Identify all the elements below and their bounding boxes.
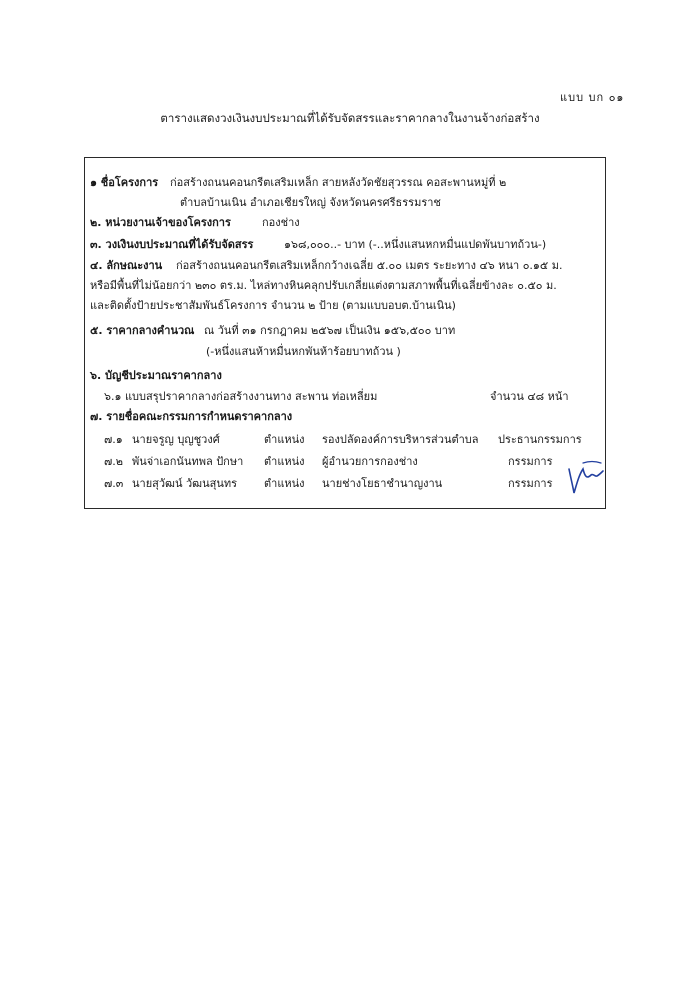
work-line-3: และติดตั้งป้ายประชาสัมพันธ์โครงการ จำนวน ๒ ป้าย (ตามแบบอบต.บ้านเนิน) <box>90 299 456 312</box>
member-name: นายจรูญ บุญชูวงศ์ <box>132 433 220 446</box>
signature-mark <box>565 457 605 497</box>
member-no: ๗.๑ <box>104 433 123 446</box>
member-no: ๗.๓ <box>104 477 124 490</box>
work-label: ๔. ลักษณะงาน <box>90 259 163 272</box>
member-position-label: ตำแหน่ง <box>264 433 305 446</box>
form-code: แบบ บก ๐๑ <box>560 91 625 104</box>
work-line-2: หรือมีพื้นที่ไม่น้อยกว่า ๒๓๐ ตร.ม. ไหล่ทางหินคลุกปรับเกลี่ยแต่งตามสภาพพื้นที่เฉลี่ยข้างละ ๐.๕๐ ม. <box>90 279 557 292</box>
estimate-label: ๖. บัญชีประมาณราคากลาง <box>90 369 222 382</box>
estimate-item: ๖.๑ แบบสรุปราคากลางก่อสร้างงานทาง สะพาน ท่อเหลี่ยม <box>104 390 378 403</box>
member-no: ๗.๒ <box>104 455 124 468</box>
member-position-label: ตำแหน่ง <box>264 477 305 490</box>
project-label: ๑ ชื่อโครงการ <box>90 176 159 189</box>
member-name: นายสุวัฒน์ วัฒนสุนทร <box>132 477 238 490</box>
estimate-pages: จำนวน ๔๘ หน้า <box>490 390 569 403</box>
budget-value: ๑๖๘,๐๐๐..- บาท (-..หนึ่งแสนหกหมื่นแปดพันบาทถ้วน-) <box>284 238 547 251</box>
budget-label: ๓. วงเงินงบประมาณที่ได้รับจัดสรร <box>90 238 254 251</box>
project-name: ก่อสร้างถนนคอนกรีตเสริมเหล็ก สายหลังวัดชัยสุวรรณ คอสะพานหมู่ที่ ๒ <box>170 176 507 189</box>
project-location: ตำบลบ้านเนิน อำเภอเชียรใหญ่ จังหวัดนครศรีธรรมราช <box>180 196 441 209</box>
member-name: พันจ่าเอกนันทพล ปักษา <box>132 455 244 468</box>
member-position: ผู้อำนวยการกองช่าง <box>322 455 418 468</box>
member-role: กรรมการ <box>508 455 553 468</box>
median-price-label: ๕. ราคากลางคำนวณ <box>90 324 195 337</box>
document-title: ตารางแสดงวงเงินงบประมาณที่ได้รับจัดสรรและราคากลางในงานจ้างก่อสร้าง <box>160 111 540 125</box>
committee-label: ๗. รายชื่อคณะกรรมการกำหนดราคากลาง <box>90 410 293 423</box>
median-price-line-1: ณ วันที่ ๓๑ กรกฎาคม ๒๕๖๗ เป็นเงิน ๑๕๖,๕๐๐ บาท <box>204 324 456 337</box>
member-position: รองปลัดองค์การบริหารส่วนตำบล <box>322 433 479 446</box>
member-role: กรรมการ <box>508 477 553 490</box>
member-position: นายช่างโยธาชำนาญงาน <box>322 477 443 490</box>
work-line-1: ก่อสร้างถนนคอนกรีตเสริมเหล็กกว้างเฉลี่ย ๕.๐๐ เมตร ระยะทาง ๔๖ หนา ๐.๑๕ ม. <box>176 259 563 272</box>
owner-value: กองช่าง <box>262 216 300 229</box>
member-position-label: ตำแหน่ง <box>264 455 305 468</box>
owner-label: ๒. หน่วยงานเจ้าของโครงการ <box>90 216 231 229</box>
member-role: ประธานกรรมการ <box>498 433 582 446</box>
median-price-line-2: (-หนึ่งแสนห้าหมื่นหกพันห้าร้อยบาทถ้วน ) <box>206 345 401 358</box>
